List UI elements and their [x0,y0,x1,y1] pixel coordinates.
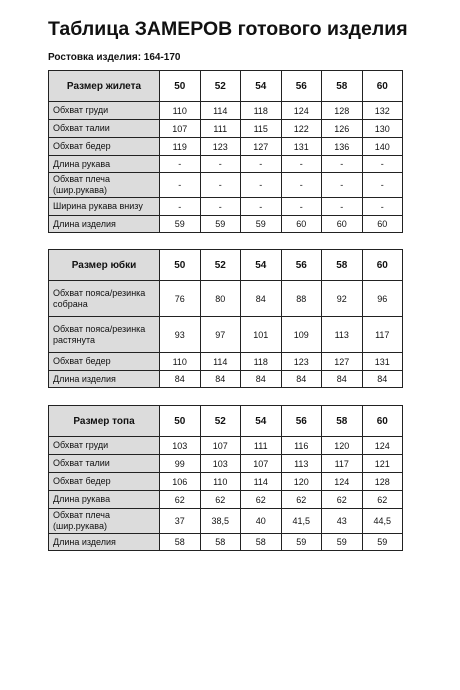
row-label: Обхват плеча (шир.рукава) [49,509,160,534]
cell-value: 127 [241,138,282,156]
table-row [49,281,403,317]
cell-value: - [362,198,403,216]
cell-value: 59 [362,534,403,551]
cell-value: 84 [322,371,363,388]
size-header: 50 [160,250,201,281]
size-header: 54 [241,71,282,102]
cell-value: 118 [241,102,282,120]
cell-value: 123 [200,138,241,156]
cell-value: 38,5 [200,509,241,534]
page-subtitle: Ростовка изделия: 164-170 [48,52,181,63]
cell-value: 110 [160,353,201,371]
cell-value: 124 [362,437,403,455]
cell-value: - [281,173,322,198]
cell-value: 120 [322,437,363,455]
cell-value: - [160,156,201,173]
cell-value: 99 [160,455,201,473]
cell-value: 58 [241,534,282,551]
size-header: 58 [322,406,363,437]
table-header-label: Размер топа [49,406,160,437]
cell-value: 62 [241,491,282,509]
row-label: Обхват бедер [49,138,160,156]
cell-value: - [200,198,241,216]
cell-value: 127 [322,353,363,371]
table-header-label: Размер юбки [49,250,160,281]
cell-value: 40 [241,509,282,534]
cell-value: 84 [362,371,403,388]
size-header: 60 [362,71,403,102]
size-header: 56 [281,250,322,281]
cell-value: - [322,173,363,198]
cell-value: 121 [362,455,403,473]
size-header: 54 [241,250,282,281]
row-label: Обхват талии [49,455,160,473]
cell-value: 58 [200,534,241,551]
table-row [49,371,403,388]
row-label: Обхват бедер [49,473,160,491]
size-header: 50 [160,406,201,437]
size-header: 56 [281,71,322,102]
cell-value: 113 [322,317,363,353]
cell-value: - [322,156,363,173]
cell-value: 76 [160,281,201,317]
cell-value: - [281,156,322,173]
cell-value: - [322,198,363,216]
cell-value: 107 [241,455,282,473]
cell-value: - [241,173,282,198]
cell-value: 114 [200,353,241,371]
cell-value: 115 [241,120,282,138]
page-title: Таблица ЗАМЕРОВ готового изделия [48,18,408,40]
cell-value: 114 [200,102,241,120]
table-header-row [49,250,403,281]
table-row [49,138,403,156]
cell-value: 110 [160,102,201,120]
cell-value: 84 [241,371,282,388]
row-label: Длина рукава [49,491,160,509]
cell-value: - [160,198,201,216]
cell-value: 106 [160,473,201,491]
table-row [49,216,403,233]
cell-value: 140 [362,138,403,156]
cell-value: 117 [322,455,363,473]
size-header: 58 [322,250,363,281]
row-label: Обхват груди [49,437,160,455]
table-row [49,317,403,353]
size-header: 52 [200,71,241,102]
cell-value: 132 [362,102,403,120]
cell-value: 62 [200,491,241,509]
cell-value: 44,5 [362,509,403,534]
row-label: Ширина рукава внизу [49,198,160,216]
cell-value: 43 [322,509,363,534]
table-row [49,156,403,173]
size-header: 58 [322,71,363,102]
cell-value: 109 [281,317,322,353]
cell-value: 60 [362,216,403,233]
cell-value: 92 [322,281,363,317]
table-header-row [49,406,403,437]
cell-value: 103 [200,455,241,473]
row-label: Обхват пояса/резинка растянута [49,317,160,353]
cell-value: - [362,156,403,173]
cell-value: - [241,156,282,173]
size-header: 60 [362,406,403,437]
table-row [49,102,403,120]
cell-value: - [362,173,403,198]
cell-value: 128 [362,473,403,491]
cell-value: 60 [281,216,322,233]
cell-value: 131 [362,353,403,371]
cell-value: 131 [281,138,322,156]
cell-value: - [200,156,241,173]
cell-value: 59 [200,216,241,233]
cell-value: 120 [281,473,322,491]
cell-value: 110 [200,473,241,491]
cell-value: 130 [362,120,403,138]
table-row [49,491,403,509]
cell-value: 84 [160,371,201,388]
cell-value: 62 [362,491,403,509]
cell-value: - [281,198,322,216]
cell-value: 117 [362,317,403,353]
top-size-table [48,405,403,551]
cell-value: 60 [322,216,363,233]
vest-size-table [48,70,403,233]
row-label: Длина изделия [49,216,160,233]
cell-value: 84 [281,371,322,388]
cell-value: 114 [241,473,282,491]
cell-value: 113 [281,455,322,473]
cell-value: 59 [322,534,363,551]
cell-value: 59 [160,216,201,233]
cell-value: 123 [281,353,322,371]
table-row [49,455,403,473]
size-header: 60 [362,250,403,281]
cell-value: 41,5 [281,509,322,534]
cell-value: 84 [200,371,241,388]
skirt-size-table [48,249,403,388]
table-row [49,534,403,551]
row-label: Обхват талии [49,120,160,138]
cell-value: 119 [160,138,201,156]
cell-value: 96 [362,281,403,317]
cell-value: 111 [241,437,282,455]
row-label: Обхват груди [49,102,160,120]
cell-value: 97 [200,317,241,353]
cell-value: 126 [322,120,363,138]
cell-value: 122 [281,120,322,138]
cell-value: 128 [322,102,363,120]
table-header-row [49,71,403,102]
cell-value: 93 [160,317,201,353]
cell-value: 107 [200,437,241,455]
size-header: 56 [281,406,322,437]
cell-value: 101 [241,317,282,353]
table-row [49,509,403,534]
cell-value: - [200,173,241,198]
table-row [49,120,403,138]
cell-value: 124 [322,473,363,491]
row-label: Длина изделия [49,371,160,388]
cell-value: 124 [281,102,322,120]
cell-value: 116 [281,437,322,455]
cell-value: 59 [281,534,322,551]
cell-value: 62 [322,491,363,509]
cell-value: 118 [241,353,282,371]
cell-value: 59 [241,216,282,233]
cell-value: 136 [322,138,363,156]
cell-value: 103 [160,437,201,455]
table-row [49,353,403,371]
cell-value: - [241,198,282,216]
row-label: Обхват бедер [49,353,160,371]
size-header: 50 [160,71,201,102]
cell-value: 62 [160,491,201,509]
size-header: 54 [241,406,282,437]
cell-value: - [160,173,201,198]
table-row [49,473,403,491]
row-label: Длина изделия [49,534,160,551]
size-header: 52 [200,250,241,281]
row-label: Длина рукава [49,156,160,173]
row-label: Обхват пояса/резинка собрана [49,281,160,317]
size-header: 52 [200,406,241,437]
cell-value: 37 [160,509,201,534]
row-label: Обхват плеча (шир.рукава) [49,173,160,198]
table-header-label: Размер жилета [49,71,160,102]
cell-value: 58 [160,534,201,551]
cell-value: 62 [281,491,322,509]
table-row [49,437,403,455]
table-row [49,198,403,216]
cell-value: 107 [160,120,201,138]
cell-value: 111 [200,120,241,138]
cell-value: 84 [241,281,282,317]
table-row [49,173,403,198]
cell-value: 80 [200,281,241,317]
cell-value: 88 [281,281,322,317]
